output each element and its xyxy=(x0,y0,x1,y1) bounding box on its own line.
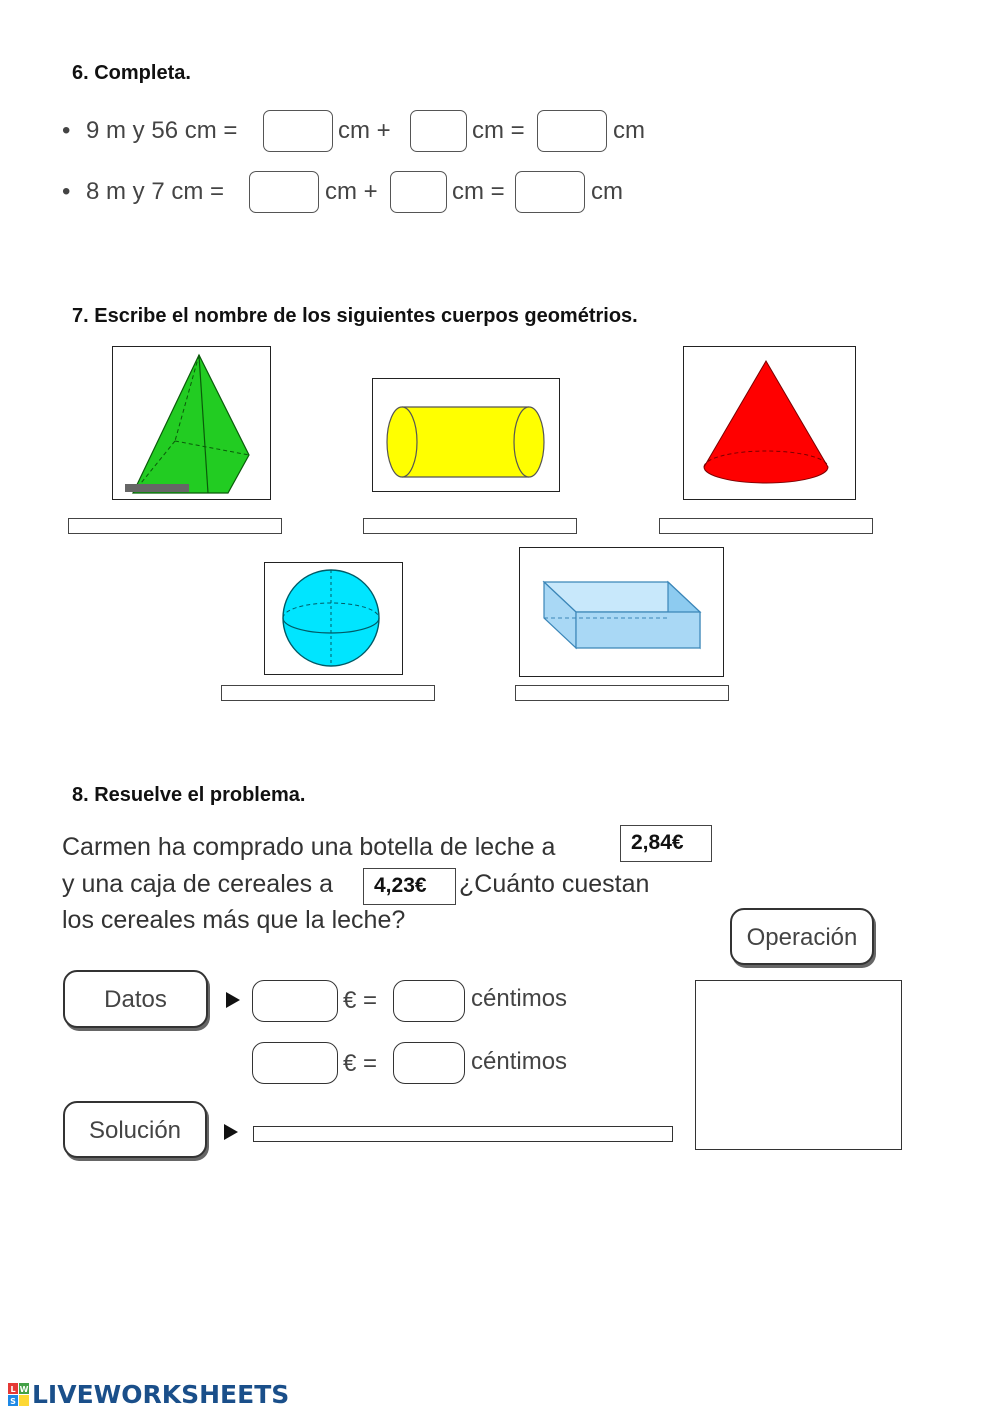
centimos-label: céntimos xyxy=(471,1048,568,1075)
row2-cm-eq: cm = xyxy=(452,178,505,205)
row2-lead: 8 m y 7 cm = xyxy=(86,178,225,205)
problem-line-1: Carmen ha comprado una botella de leche a xyxy=(62,833,556,861)
centimos-label: céntimos xyxy=(471,985,568,1012)
rectangular-prism-icon xyxy=(520,548,723,676)
row2-cm-end: cm xyxy=(591,178,623,205)
euro-equals: € = xyxy=(343,1050,378,1077)
milk-price: 2,84€ xyxy=(620,825,712,862)
logo-letter-l: L xyxy=(10,1385,16,1394)
problem-line-3: los cereales más que la leche? xyxy=(62,906,406,934)
solution-arrow-icon xyxy=(224,1124,238,1140)
section-6-heading: 6. Completa. xyxy=(72,62,191,84)
solution-answer-field[interactable] xyxy=(253,1126,673,1142)
bullet: • xyxy=(62,117,71,144)
row1-cm-eq: cm = xyxy=(472,117,525,144)
pyramid-icon xyxy=(113,347,270,499)
pyramid-image-frame xyxy=(112,346,271,500)
cone-image-frame xyxy=(683,346,856,500)
row1-answer-box-2[interactable] xyxy=(410,110,467,152)
operation-work-area[interactable] xyxy=(695,980,902,1150)
logo-letter-s: S xyxy=(10,1397,16,1406)
logo-letter-w: W xyxy=(19,1385,29,1394)
problem-line-2b: ¿Cuánto cuestan xyxy=(459,870,650,898)
row1-answer-box-3[interactable] xyxy=(537,110,607,152)
problem-line-2a: y una caja de cereales a xyxy=(62,870,334,898)
sphere-answer-field[interactable] xyxy=(221,685,435,701)
row2-answer-box-2[interactable] xyxy=(390,171,447,213)
sphere-icon xyxy=(265,563,402,674)
sphere-image-frame xyxy=(264,562,403,675)
row2-answer-box-3[interactable] xyxy=(515,171,585,213)
cylinder-image-frame xyxy=(372,378,560,492)
row2-cm-plus: cm + xyxy=(325,178,378,205)
datos-cents-box-1[interactable] xyxy=(393,980,465,1022)
euro-equals: € = xyxy=(343,987,378,1014)
row1-answer-box-1[interactable] xyxy=(263,110,333,152)
operation-label: Operación xyxy=(730,908,874,965)
datos-euro-box-1[interactable] xyxy=(252,980,338,1022)
liveworksheets-brand[interactable]: LIVEWORKSHEETS xyxy=(32,1380,290,1409)
cereal-price: 4,23€ xyxy=(363,868,456,905)
datos-label: Datos xyxy=(63,970,208,1028)
liveworksheets-logo-icon xyxy=(8,1383,30,1407)
prism-image-frame xyxy=(519,547,724,677)
cylinder-icon xyxy=(373,379,559,491)
datos-euro-box-2[interactable] xyxy=(252,1042,338,1084)
cone-icon xyxy=(684,347,855,499)
row1-lead: 9 m y 56 cm = xyxy=(86,117,238,144)
row2-answer-box-1[interactable] xyxy=(249,171,319,213)
prism-answer-field[interactable] xyxy=(515,685,729,701)
row1-cm-plus: cm + xyxy=(338,117,391,144)
pyramid-answer-field[interactable] xyxy=(68,518,282,534)
row1-cm-end: cm xyxy=(613,117,645,144)
cone-answer-field[interactable] xyxy=(659,518,873,534)
bullet: • xyxy=(62,178,71,205)
datos-cents-box-2[interactable] xyxy=(393,1042,465,1084)
section-7-heading: 7. Escribe el nombre de los siguientes cuerpos geométrios. xyxy=(72,305,638,327)
section-8-heading: 8. Resuelve el problema. xyxy=(72,784,306,806)
datos-arrow-icon xyxy=(226,992,240,1008)
cylinder-answer-field[interactable] xyxy=(363,518,577,534)
solution-label: Solución xyxy=(63,1101,207,1158)
